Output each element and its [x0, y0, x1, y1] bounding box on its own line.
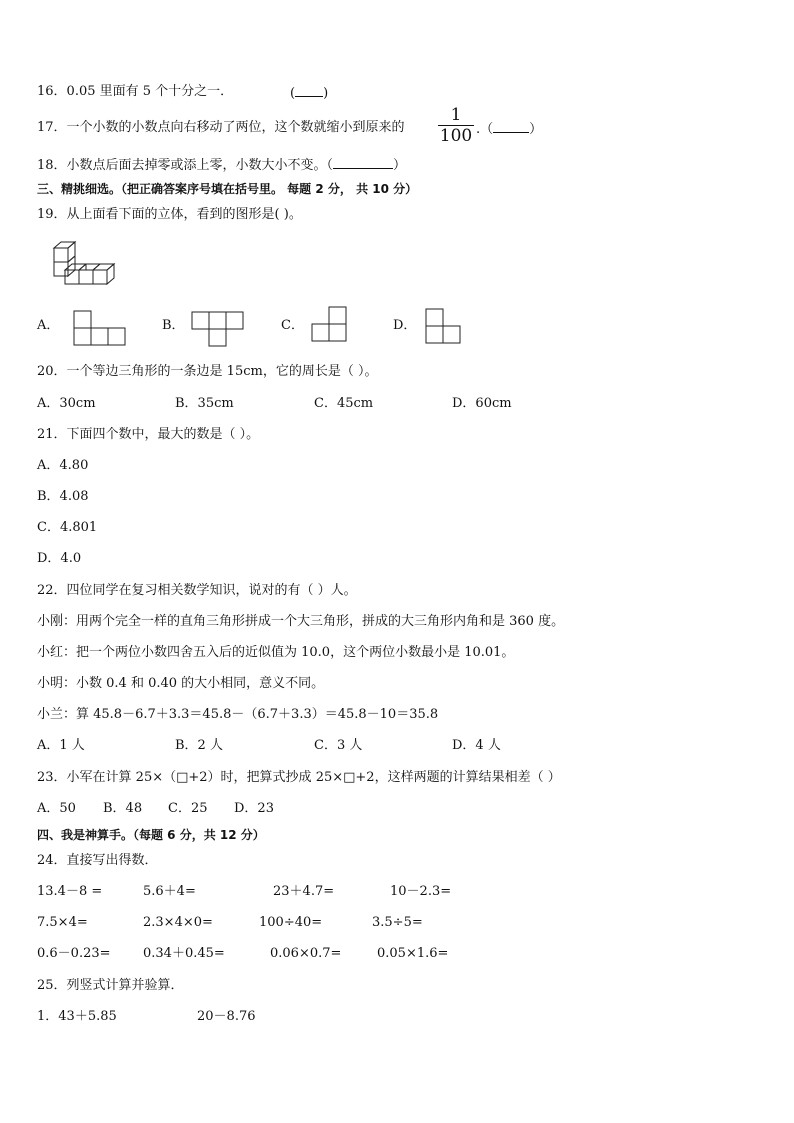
q22-option-a[interactable]: A．1 人 [37, 738, 85, 753]
q19-option-d-label[interactable]: D． [393, 318, 417, 333]
q25-item: 20－8.76 [197, 1009, 256, 1024]
q24-text: 24．直接写出得数． [37, 853, 158, 868]
section3-title: 三、精挑细选。（把正确答案序号填在括号里。 每题 2 分， 共 10 分） [37, 182, 418, 196]
q25-text: 25．列竖式计算并验算． [37, 978, 184, 993]
q23-option-c[interactable]: C．25 [168, 801, 208, 816]
q24-item: 2.3×4×0= [143, 915, 213, 930]
q21-option-c[interactable]: C．4.801 [37, 520, 98, 535]
q23-option-b[interactable]: B．48 [103, 801, 143, 816]
q21-option-a[interactable]: A．4.80 [37, 458, 89, 473]
q24-item: 0.6－0.23= [37, 946, 111, 961]
q17-fraction [438, 106, 474, 145]
q19-solid-figure [50, 240, 112, 288]
q21-option-b[interactable]: B．4.08 [37, 489, 89, 504]
q21-option-d[interactable]: D．4.0 [37, 551, 82, 566]
q17-numerator: 1 [450, 105, 462, 125]
q20-text: 20．一个等边三角形的一条边是 15cm，它的周长是（ ）。 [37, 364, 378, 379]
q25-item: 1．43＋5.85 [37, 1009, 117, 1024]
q16-answer-blank[interactable]: ( ) [290, 86, 329, 101]
q24-item: 3.5÷5= [372, 915, 423, 930]
q19-option-b-figure[interactable] [192, 312, 246, 346]
q19-option-a-figure[interactable] [74, 311, 128, 345]
q24-item: 13.4－8 = [37, 884, 103, 899]
q19-text: 19．从上面看下面的立体，看到的图形是( )。 [37, 207, 302, 222]
q22-statement: 小明：小数 0.4 和 0.40 的大小相同，意义不同。 [37, 676, 325, 691]
q20-option-c[interactable]: C．45cm [314, 396, 374, 411]
q18-answer-line[interactable]: 18．小数点后面去掉零或添上零，小数大小不变。（ ） [37, 158, 407, 173]
q20-option-a[interactable]: A．30cm [37, 396, 96, 411]
q22-statement: 小刚：用两个完全一样的直角三角形拼成一个大三角形，拼成的大三角形内角和是 360 度。 [37, 614, 565, 629]
q24-item: 23＋4.7= [273, 884, 335, 899]
q24-item: 5.6＋4= [143, 884, 196, 899]
q21-text: 21．下面四个数中，最大的数是（ ）。 [37, 427, 260, 442]
q19-option-c-label[interactable]: C． [281, 318, 304, 333]
q22-text: 22．四位同学在复习相关数学知识，说对的有（ ）人。 [37, 583, 357, 598]
q22-statement: 小红：把一个两位小数四舍五入后的近似值为 10.0，这个两位小数最小是 10.01。 [37, 645, 515, 660]
q19-option-d-figure[interactable] [426, 309, 462, 345]
q23-text: 23．小军在计算 25×（□+2）时，把算式抄成 25×□+2，这样两题的计算结果相差（ ） [37, 770, 561, 785]
q22-statement: 小兰：算 45.8－6.7＋3.3＝45.8－（6.7＋3.3）＝45.8－10＝35.8 [37, 707, 439, 722]
q19-option-a-label[interactable]: A． [37, 318, 60, 333]
q20-option-d[interactable]: D．60cm [452, 396, 512, 411]
q22-option-b[interactable]: B．2 人 [175, 738, 223, 753]
q20-option-b[interactable]: B．35cm [175, 396, 234, 411]
q22-option-c[interactable]: C．3 人 [314, 738, 363, 753]
q19-option-c-figure[interactable] [312, 307, 348, 343]
q24-item: 100÷40= [259, 915, 323, 930]
q18-text: 18．小数点后面去掉零或添上零，小数大小不变。（ [37, 158, 334, 173]
q24-item: 7.5×4= [37, 915, 88, 930]
q23-option-d[interactable]: D．23 [234, 801, 274, 816]
q22-option-d[interactable]: D．4 人 [452, 738, 501, 753]
q24-item: 0.34＋0.45= [143, 946, 225, 961]
q23-option-a[interactable]: A．50 [37, 801, 76, 816]
q19-option-b-label[interactable]: B． [162, 318, 185, 333]
q24-item: 10－2.3= [390, 884, 452, 899]
q17-answer-blank[interactable]: .（ ） [476, 122, 543, 137]
q24-item: 0.05×1.6= [377, 946, 449, 961]
q17-text: 17．一个小数的小数点向右移动了两位，这个数就缩小到原来的 [37, 120, 405, 135]
q17-denominator: 100 [439, 126, 473, 146]
q24-item: 0.06×0.7= [270, 946, 342, 961]
q16-text: 16．0.05 里面有 5 个十分之一． [37, 84, 234, 99]
section4-title: 四、我是神算手。（每题 6 分，共 12 分） [37, 828, 265, 842]
